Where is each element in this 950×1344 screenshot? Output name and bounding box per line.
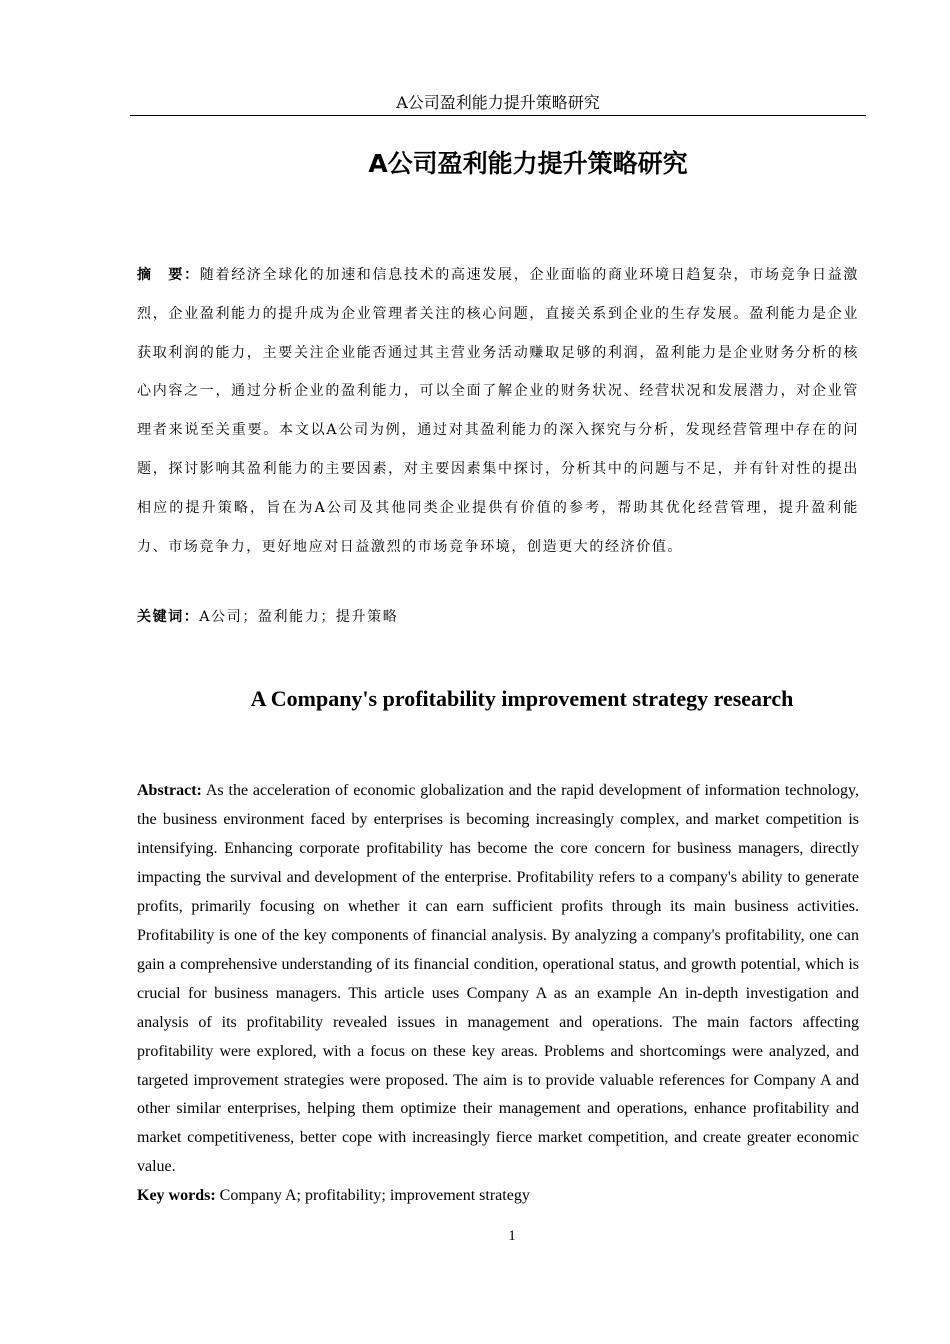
abstract-cn-label: 摘 要： bbox=[137, 267, 200, 283]
header-rule bbox=[130, 115, 866, 116]
keywords-en bbox=[137, 1182, 859, 1210]
abstract-en-label: Abstract: bbox=[137, 782, 202, 799]
abstract-cn bbox=[137, 256, 859, 566]
keywords-cn-label: 关键词： bbox=[137, 609, 200, 625]
keywords-en-label: Key words: bbox=[137, 1187, 216, 1204]
running-header: A公司盈利能力提升策略研究 bbox=[396, 93, 600, 112]
keywords-cn bbox=[137, 604, 859, 630]
abstract-cn-text: 随着经济全球化的加速和信息技术的高速发展，企业面临的商业环境日趋复杂，市场竞争日益激烈，企业盈利能力的提升成为企业管理者关注的核心问题，直接关系到企业的生存发展。盈利能力是企业获取利润的能力，主要关注企业能否通过其主营业务活动赚取足够的利润，盈利能力是企业财务分析的核心内容之一，通过分析企业的盈利能力，可以全面了解企业的财务状况、经营状况和发展潜力，对企业管理者来说至关重要。本文以A公司为例，通过对其盈利能力的深入探究与分析，发现经营管理中存在的问题，探讨影响其盈利能力的主要因素，对主要因素集中探讨，分析其中的问题与不足，并有针对性的提出相应的提升策略，旨在为A公司及其他同类企业提供有价值的参考，帮助其优化经营管理，提升盈利能力、市场竞争力，更好地应对日益激烈的市场竞争环境，创造更大的经济价值。 bbox=[137, 267, 859, 555]
keywords-cn-text: A公司；盈利能力；提升策略 bbox=[199, 609, 399, 625]
abstract-en-text: As the acceleration of economic globalization and the rapid development of information technology, the business environment faced by enterprises is becoming increasingly complex, and market competition is intensifying. Enhancing corporate profitability has become the core concern for business managers, directly impacting the survival and development of the enterprise. Profitability refers to a company's ability to generate profits, primarily focusing on whether it can earn sufficient profits through its main business activities. Profitability is one of the key components of financial analysis. By analyzing a company's profitability, one can gain a comprehensive understanding of its financial condition, operational status, and growth potential, which is crucial for business managers. This article uses Company A as an example An in-depth investigation and analysis of its profitability revealed issues in management and operations. The main factors affecting profitability were explored, with a focus on these key areas. Problems and shortcomings were analyzed, and targeted improvement strategies were proposed. The aim is to provide valuable references for Company A and other similar enterprises, helping them optimize their management and operations, enhance profitability and market competitiveness, better cope with increasingly fierce market competition, and create greater economic value. bbox=[137, 782, 859, 1176]
abstract-en bbox=[137, 777, 859, 1182]
page-number: 1 bbox=[508, 1228, 516, 1244]
page-title-cn: A公司盈利能力提升策略研究 bbox=[368, 149, 688, 178]
keywords-en-text: Company A; profitability; improvement strategy bbox=[219, 1187, 530, 1204]
page-title-en: A Company's profitability improvement strategy research bbox=[250, 686, 794, 711]
